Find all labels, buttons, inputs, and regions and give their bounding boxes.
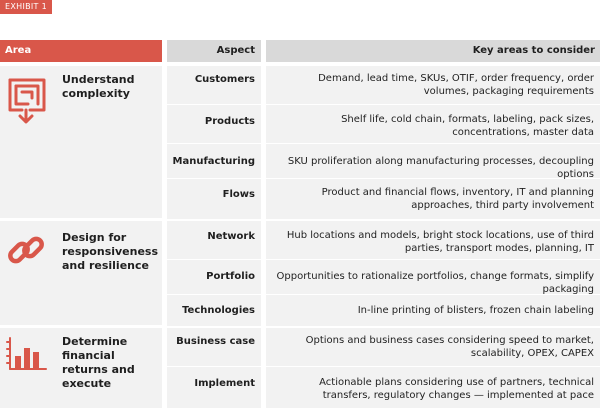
chain-link-icon: [6, 230, 46, 270]
bar-chart-icon: [6, 336, 48, 372]
section-divider: [167, 219, 600, 221]
key-areas-network: Hub locations and models, bright stock locations, use of third parties, transport modes, planning, IT: [286, 230, 594, 254]
key-areas-products: Shelf life, cold chain, formats, labeling, pack sizes, concentrations, master data: [341, 114, 594, 138]
key-areas-implement: Actionable plans considering use of partners, technical transfers, regulatory changes — implemented at pace: [319, 377, 594, 401]
section-divider: [167, 326, 600, 328]
key-areas-business-case: Options and business cases considering speed to market, scalability, OPEX, CAPEX: [305, 335, 594, 359]
row-divider: [167, 143, 600, 144]
key-areas-technologies: In-line printing of blisters, frozen chain labeling: [357, 305, 594, 316]
maze-icon: [6, 76, 50, 124]
section-title-complexity: Understand complexity: [62, 73, 135, 100]
header-key-areas: Key areas to consider: [266, 40, 600, 62]
aspect-network: Network: [207, 231, 255, 242]
section-title-financial: Determine financial returns and execute: [62, 335, 135, 390]
aspect-implement: Implement: [194, 378, 255, 389]
header-aspect: Aspect: [167, 40, 261, 62]
aspect-business-case: Business case: [176, 336, 255, 347]
aspect-flows: Flows: [222, 189, 255, 200]
exhibit-label: EXHIBIT 1: [0, 0, 52, 14]
key-areas-manufacturing: SKU proliferation along manufacturing processes, decoupling options: [287, 156, 594, 180]
aspect-manufacturing: Manufacturing: [172, 156, 255, 167]
row-divider: [167, 104, 600, 105]
row-divider: [167, 366, 600, 367]
aspect-portfolio: Portfolio: [206, 271, 255, 282]
aspect-technologies: Technologies: [182, 305, 255, 316]
header-area: Area: [0, 40, 162, 62]
key-areas-customers: Demand, lead time, SKUs, OTIF, order frequency, order volumes, packaging requirements: [318, 73, 594, 97]
key-areas-portfolio: Opportunities to rationalize portfolios, change formats, simplify packaging: [276, 271, 594, 295]
key-areas-flows: Product and financial flows, inventory, IT and planning approaches, third party involvement: [321, 187, 594, 211]
aspect-products: Products: [204, 116, 255, 127]
section-title-resilience: Design for responsiveness and resilience: [62, 231, 159, 272]
aspect-customers: Customers: [194, 74, 255, 85]
row-divider: [167, 259, 600, 260]
